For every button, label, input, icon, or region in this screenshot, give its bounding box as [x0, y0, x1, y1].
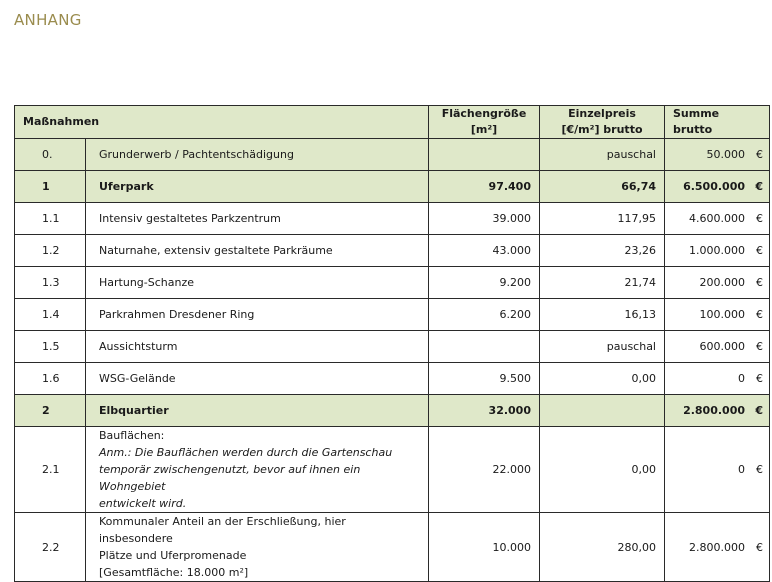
euro-sign: €: [756, 212, 763, 225]
row-area: 22.000: [429, 427, 540, 513]
header-massnahmen: Maßnahmen: [15, 106, 429, 139]
row-area: 32.000: [429, 395, 540, 427]
row-note-line: temporär zwischengenutzt, bevor auf ihnen ein Wohngebiet: [99, 463, 361, 493]
row-price: 280,00: [540, 513, 665, 582]
row-sum: [665, 363, 770, 395]
row-sum: [665, 427, 770, 513]
header-einzelpreis: [540, 106, 665, 139]
euro-sign: €: [756, 540, 763, 554]
row-number: 0.: [15, 139, 86, 171]
row-price: 23,26: [540, 235, 665, 267]
row-sum: [665, 395, 770, 427]
row-note-line: Anm.: Die Bauflächen werden durch die Gartenschau: [99, 446, 393, 459]
header-summe: [665, 106, 770, 139]
row-sum-value: 4.600.000: [689, 212, 745, 225]
row-sum: [665, 331, 770, 363]
header-preis-line2: [€/m²] brutto: [561, 123, 643, 136]
row-number: 1.1: [15, 203, 86, 235]
row-number: 1.5: [15, 331, 86, 363]
euro-sign: €: [756, 308, 763, 321]
euro-sign: €: [755, 180, 763, 193]
row-sum: [665, 235, 770, 267]
row-sum: [665, 203, 770, 235]
euro-sign: €: [756, 372, 763, 385]
table-row: [15, 395, 770, 427]
row-description: [86, 427, 429, 513]
section-title: ANHANG: [14, 11, 82, 29]
row-sum: [665, 139, 770, 171]
row-area: [429, 331, 540, 363]
table-row: [15, 299, 770, 331]
row-description-line: Kommunaler Anteil an der Erschließung, hier insbesondere: [99, 515, 346, 545]
row-description: Aussichtsturm: [86, 331, 429, 363]
header-preis-line1: Einzelpreis: [568, 107, 636, 120]
row-sum-value: 6.500.000: [683, 180, 745, 193]
euro-sign: €: [755, 404, 763, 417]
table-row: [15, 331, 770, 363]
row-sum-value: 600.000: [699, 340, 745, 353]
row-sum-value: 0: [738, 372, 745, 385]
euro-sign: €: [756, 463, 763, 476]
row-number: 1.4: [15, 299, 86, 331]
row-price: 21,74: [540, 267, 665, 299]
row-sum-value: 2.800.000: [689, 540, 745, 554]
table-row: [15, 139, 770, 171]
header-summe-line2: brutto: [673, 123, 713, 136]
row-description: Parkrahmen Dresdener Ring: [86, 299, 429, 331]
row-price: pauschal: [540, 139, 665, 171]
row-price: 0,00: [540, 427, 665, 513]
row-description-line: [Gesamtfläche: 18.000 m²]: [99, 566, 249, 579]
row-description: Hartung-Schanze: [86, 267, 429, 299]
table-row: [15, 203, 770, 235]
row-number: 1.2: [15, 235, 86, 267]
euro-sign: €: [756, 340, 763, 353]
row-area: 6.200: [429, 299, 540, 331]
row-description: Grunderwerb / Pachtentschädigung: [86, 139, 429, 171]
row-sum: [665, 267, 770, 299]
row-description: Intensiv gestaltetes Parkzentrum: [86, 203, 429, 235]
table-row: [15, 171, 770, 203]
row-description: Elbquartier: [86, 395, 429, 427]
row-price: 16,13: [540, 299, 665, 331]
table-row: [15, 235, 770, 267]
row-area: [429, 139, 540, 171]
row-number: 2.1: [15, 427, 86, 513]
header-flaeche: [429, 106, 540, 139]
row-sum-value: 1.000.000: [689, 244, 745, 257]
table-row: [15, 363, 770, 395]
row-description: Naturnahe, extensiv gestaltete Parkräume: [86, 235, 429, 267]
row-number: 1: [15, 171, 86, 203]
table-row: [15, 267, 770, 299]
euro-sign: €: [756, 276, 763, 289]
row-note-line: entwickelt wird.: [99, 497, 187, 510]
euro-sign: €: [756, 244, 763, 257]
row-area: 43.000: [429, 235, 540, 267]
row-number: 2: [15, 395, 86, 427]
row-area: 39.000: [429, 203, 540, 235]
row-sum-value: 0: [738, 463, 745, 476]
row-sum-value: 50.000: [706, 148, 745, 161]
row-number: 1.6: [15, 363, 86, 395]
row-sum-value: 100.000: [699, 308, 745, 321]
row-price: pauschal: [540, 331, 665, 363]
table-row: [15, 427, 770, 513]
row-sum: [665, 299, 770, 331]
row-description-line: Bauflächen:: [99, 429, 165, 442]
row-price: [540, 395, 665, 427]
table-row: [15, 513, 770, 582]
row-number: 2.2: [15, 513, 86, 582]
row-sum: [665, 513, 770, 582]
row-price: 117,95: [540, 203, 665, 235]
row-description: WSG-Gelände: [86, 363, 429, 395]
row-sum-value: 200.000: [699, 276, 745, 289]
row-sum: [665, 171, 770, 203]
header-flaeche-line2: [m²]: [470, 123, 498, 136]
row-area: 9.500: [429, 363, 540, 395]
row-area: 9.200: [429, 267, 540, 299]
row-description-line: Plätze und Uferpromenade: [99, 549, 247, 562]
row-description: [86, 513, 429, 582]
euro-sign: €: [756, 148, 763, 161]
header-flaeche-line1: Flächengröße: [441, 107, 527, 120]
row-area: 97.400: [429, 171, 540, 203]
row-price: 0,00: [540, 363, 665, 395]
cost-table: [14, 105, 770, 582]
row-sum-value: 2.800.000: [683, 404, 745, 417]
row-description: Uferpark: [86, 171, 429, 203]
row-area: 10.000: [429, 513, 540, 582]
row-price: 66,74: [540, 171, 665, 203]
row-number: 1.3: [15, 267, 86, 299]
header-summe-line1: Summe: [673, 107, 720, 120]
table-header-row: [15, 106, 770, 139]
